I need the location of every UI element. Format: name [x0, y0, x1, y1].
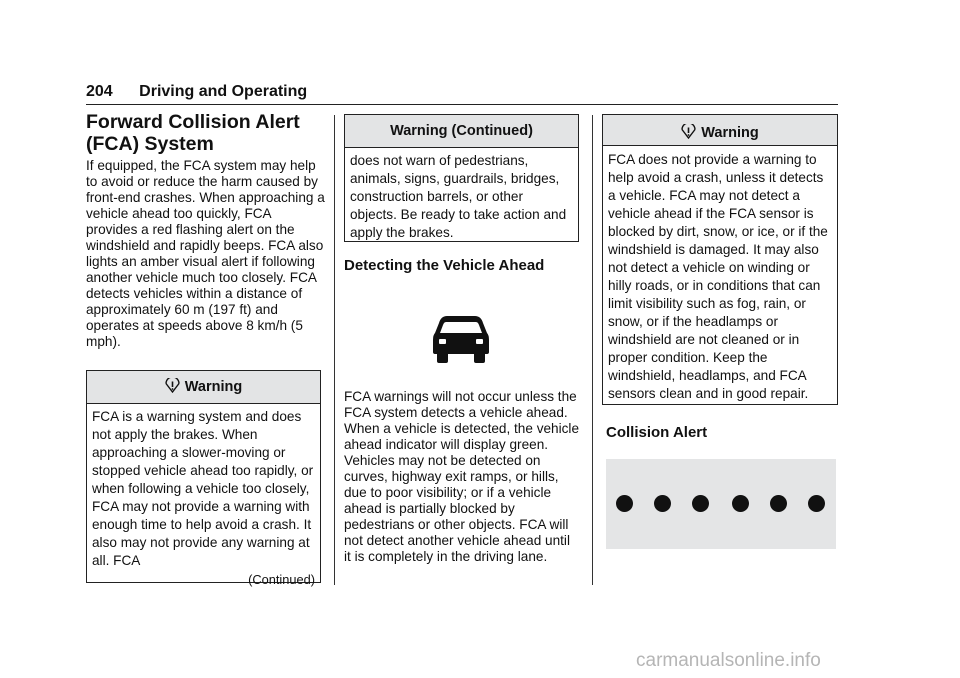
alert-light-dot: [770, 495, 787, 512]
fca-intro: If equipped, the FCA system may help to avoid or reduce the harm caused by front-end crashes. When approaching a vehicle ahead too quickly, FCA provides a red flashing alert on the windshield and rapidly beeps. FCA also lights an amber visual alert if following another vehicle much too closely. FCA detects vehicles within a distance of approximately 60 m (197 ft) and operates at speeds above 8 km/h (5 mph).: [86, 158, 325, 349]
continued-label: (Continued): [248, 572, 315, 587]
collision-alert-title: Collision Alert: [606, 424, 708, 441]
warning-box-1: [86, 370, 321, 587]
watermark: carmanualsonline.info: [636, 650, 821, 671]
fca-title: Forward Collision Alert (FCA) System: [86, 111, 300, 155]
header-rule: [86, 104, 838, 105]
collision-alert-lights: [606, 459, 836, 549]
vehicle-ahead-icon: [431, 313, 491, 365]
warning-icon: [681, 124, 696, 139]
section-title: Driving and Operating: [139, 83, 308, 100]
warning-text: FCA is a warning system and does not apply the brakes. When approaching a slower-moving or stopped vehicle ahead too rapidly, or when following a vehicle too closely, FCA may not provide a warning with enough time to help avoid a crash. It also may not provide any warning at all. FCA: [92, 409, 314, 568]
alert-light-dot: [654, 495, 671, 512]
warning-icon: [165, 378, 180, 393]
warning-cont-header: Warning (Continued): [345, 115, 578, 148]
page-header: [86, 83, 307, 101]
warning-title: Warning: [184, 379, 243, 395]
warning-header: [87, 371, 320, 404]
detecting-title: Detecting the Vehicle Ahead: [344, 257, 545, 274]
column-divider-2: [592, 115, 593, 585]
warning-box-1-continued: [344, 114, 579, 242]
alert-light-dot: [808, 495, 825, 512]
warning-2-title: Warning: [701, 125, 759, 141]
warning-2-header: [603, 115, 837, 146]
warning-box-2: [602, 114, 838, 405]
warning-cont-text: does not warn of pedestrians, animals, signs, guardrails, bridges, construction barrels, or other objects. Be ready to take action and apply the brakes.: [350, 153, 567, 240]
column-divider-1: [334, 115, 335, 585]
alert-light-dot: [616, 495, 633, 512]
page-number: 204: [86, 83, 113, 100]
alert-light-dot: [692, 495, 709, 512]
warning-2-text: FCA does not provide a warning to help avoid a crash, unless it detects a vehicle. FCA may not detect a vehicle ahead if the FCA sensor is blocked by dirt, snow, or ice, or if the windshield is damaged. It may also not detect a vehicle on winding or hilly roads, or in conditions that can limit visibility such as fog, rain, or snow, or if the headlamps or windshield are not cleaned or in proper condition. Keep the windshield, headlamps, and FCA sensors clean and in good repair.: [608, 152, 828, 401]
detecting-text: FCA warnings will not occur unless the FCA system detects a vehicle ahead. When a vehicle is detected, the vehicle ahead indicator will display green. Vehicles may not be detected on curves, highway exit ramps, or hills, due to poor visibility; or if a vehicle ahead is partially blocked by pedestrians or other objects. FCA will not detect another vehicle ahead until it is completely in the driving lane.: [344, 389, 580, 564]
alert-light-dot: [732, 495, 749, 512]
